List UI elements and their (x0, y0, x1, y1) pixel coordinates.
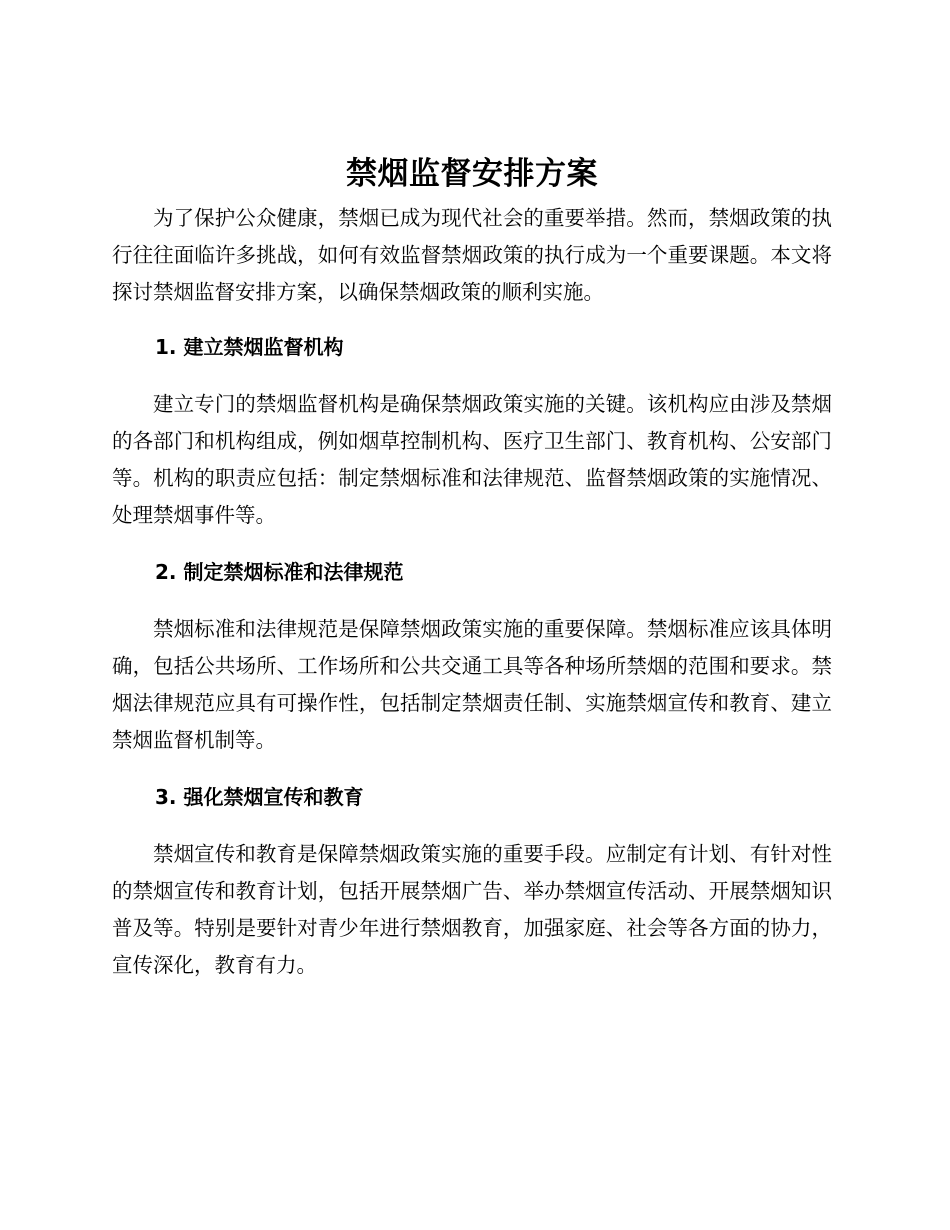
section-heading: 1. 建立禁烟监督机构 (155, 335, 344, 359)
section-heading: 2. 制定禁烟标准和法律规范 (155, 560, 404, 584)
document-content (112, 148, 832, 984)
section-1 (112, 329, 832, 554)
spacer (112, 759, 832, 779)
spacer (112, 311, 832, 329)
section-body: 禁烟宣传和教育是保障禁烟政策实施的重要手段。应制定有计划、有针对性的禁烟宣传和教育计划，包括开展禁烟广告、举办禁烟宣传活动、开展禁烟知识普及等。特别是要针对青少年进行禁烟教育，加强家庭、社会等各方面的协力，宣传深化，教育有力。 (112, 842, 832, 977)
section-body: 建立专门的禁烟监督机构是确保禁烟政策实施的关键。该机构应由涉及禁烟的各部门和机构组成，例如烟草控制机构、医疗卫生部门、教育机构、公安部门等。机构的职责应包括：制定禁烟标准和法律规范、监督禁烟政策的实施情况、处理禁烟事件等。 (112, 392, 832, 527)
intro-paragraph: 为了保护公众健康，禁烟已成为现代社会的重要举措。然而，禁烟政策的执行往往面临许多挑战，如何有效监督禁烟政策的执行成为一个重要课题。本文将探讨禁烟监督安排方案，以确保禁烟政策的顺利实施。 (112, 206, 832, 304)
spacer (112, 591, 832, 611)
section-heading: 3. 强化禁烟宣传和教育 (155, 785, 364, 809)
spacer (112, 534, 832, 554)
section-body: 禁烟标准和法律规范是保障禁烟政策实施的重要保障。禁烟标准应该具体明确，包括公共场所、工作场所和公共交通工具等各种场所禁烟的范围和要求。禁烟法律规范应具有可操作性，包括制定禁烟责任制、实施禁烟宣传和教育、建立禁烟监督机制等。 (112, 617, 832, 752)
document-title: 禁烟监督安排方案 (346, 156, 598, 192)
spacer (112, 816, 832, 836)
section-3 (112, 779, 832, 984)
spacer (112, 366, 832, 386)
section-2 (112, 554, 832, 779)
